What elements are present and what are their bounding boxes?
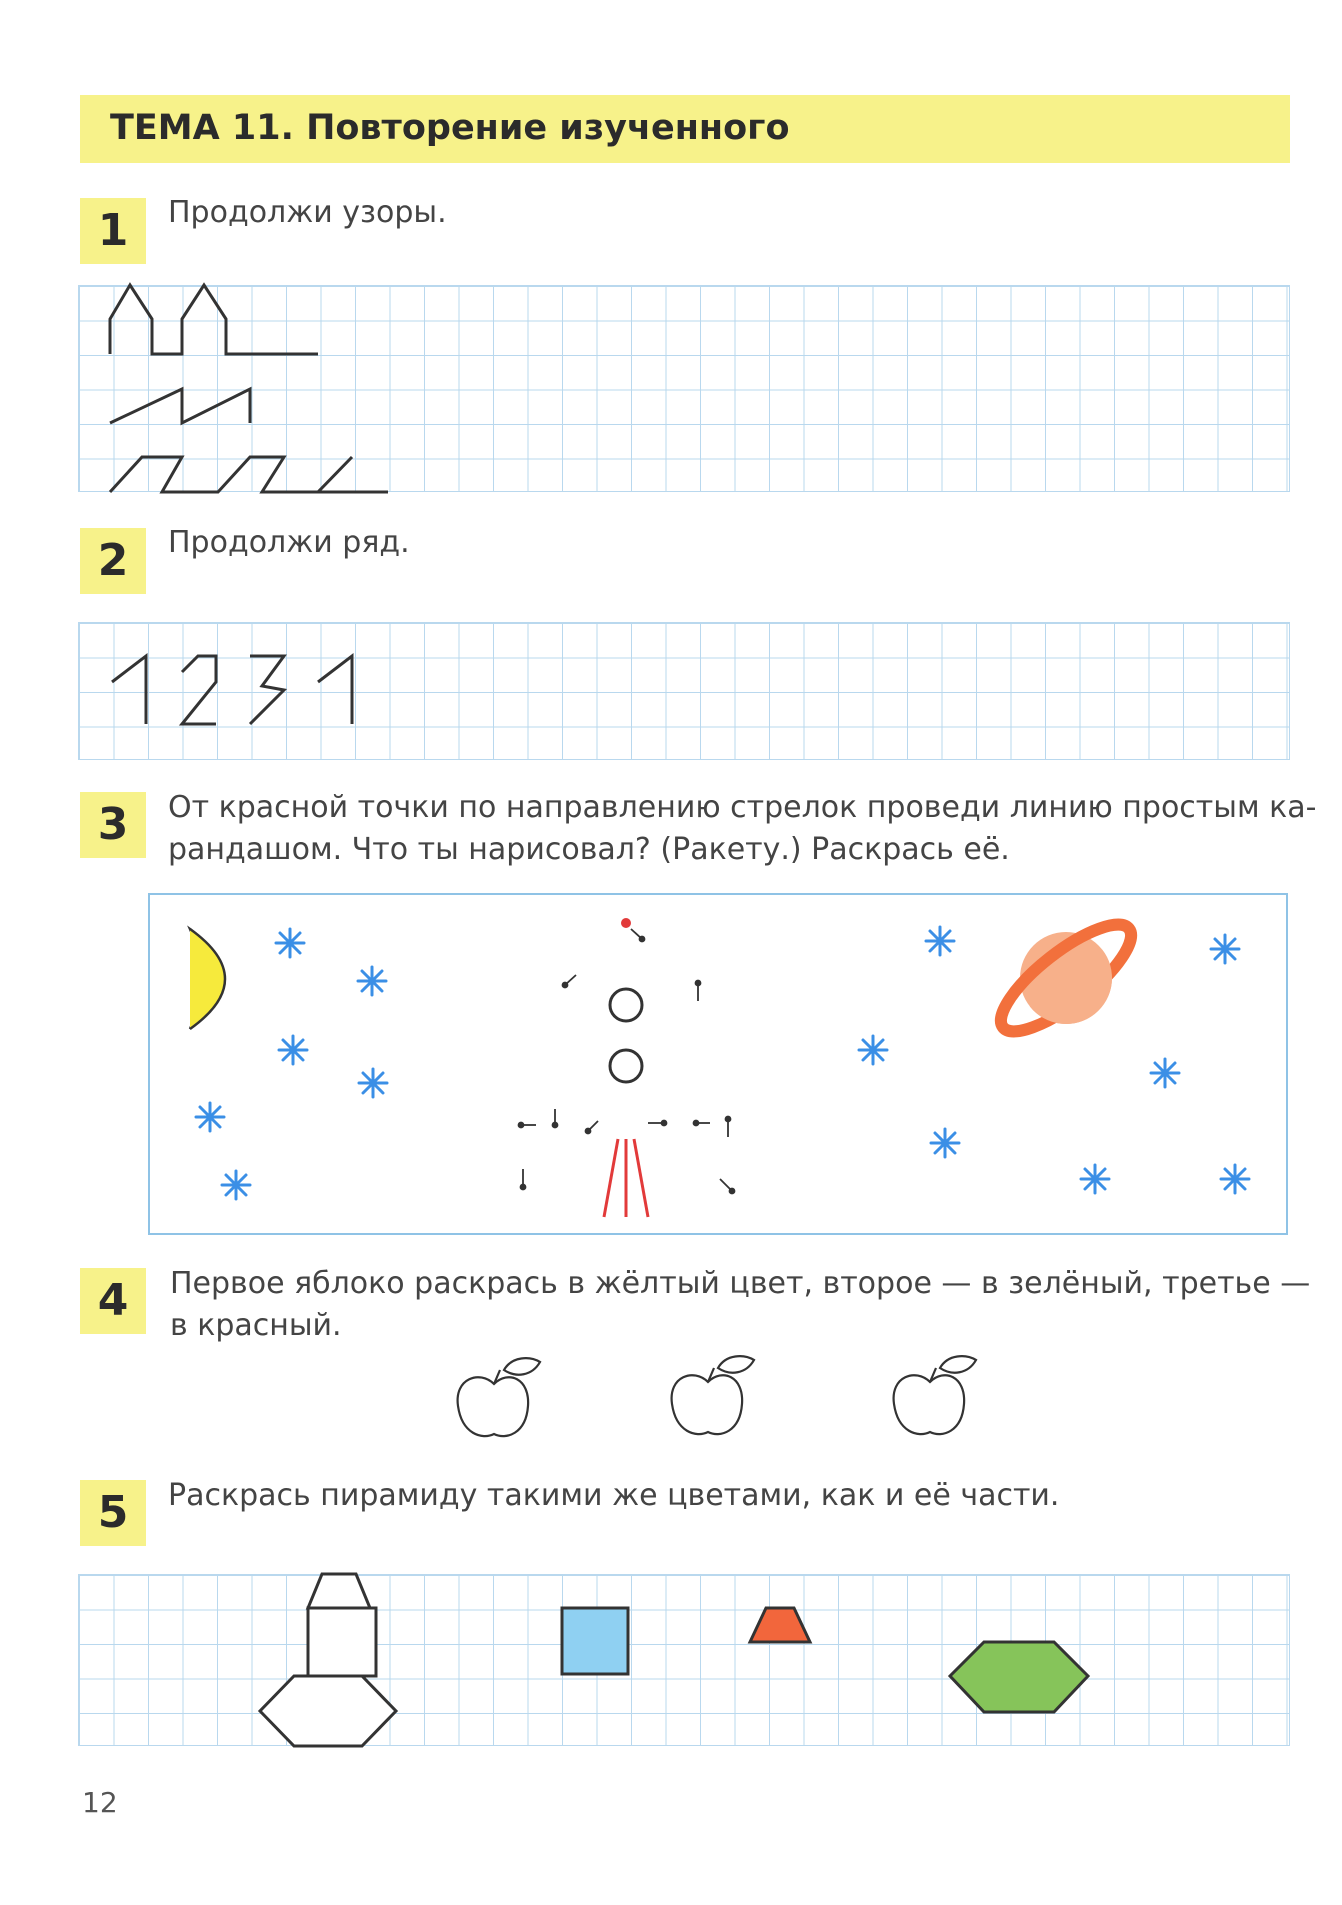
pyramid-drawing — [78, 1574, 1290, 1746]
hexagon-part — [950, 1642, 1088, 1712]
apple-icon — [894, 1356, 976, 1434]
task-text-2: Продолжи ряд. — [168, 525, 410, 560]
task-number-4: 4 — [80, 1268, 146, 1334]
square-part — [562, 1608, 628, 1674]
task-text-1: Продолжи узоры. — [168, 195, 447, 230]
task-text-5: Раскрась пирамиду такими же цветами, как и её части. — [168, 1478, 1060, 1513]
pyramid-top-trapezoid — [308, 1574, 370, 1608]
task-number-5: 5 — [80, 1480, 146, 1546]
task-text-3-line2: рандашом. Что ты нарисовал? (Ракету.) Раскрась её. — [168, 832, 1010, 867]
trapezoid-part — [750, 1608, 810, 1642]
task-number-2: 2 — [80, 528, 146, 594]
task-text-3-line1: От красной точки по направлению стрелок проведи линию простым ка- — [168, 790, 1317, 825]
pyramid-middle-square — [308, 1608, 376, 1676]
task-number-3: 3 — [80, 792, 146, 858]
apple-icon — [458, 1358, 540, 1436]
pyramid-base-hexagon — [260, 1676, 396, 1746]
task-text-4-line1: Первое яблоко раскрась в жёлтый цвет, второе — в зелёный, третье — — [170, 1266, 1311, 1301]
task-number-1: 1 — [80, 198, 146, 264]
topic-title: ТЕМА 11. Повторение изученного — [110, 108, 790, 148]
apple-icon — [672, 1356, 754, 1434]
page-number: 12 — [82, 1786, 118, 1819]
task-text-4-line2: в красный. — [170, 1308, 342, 1343]
